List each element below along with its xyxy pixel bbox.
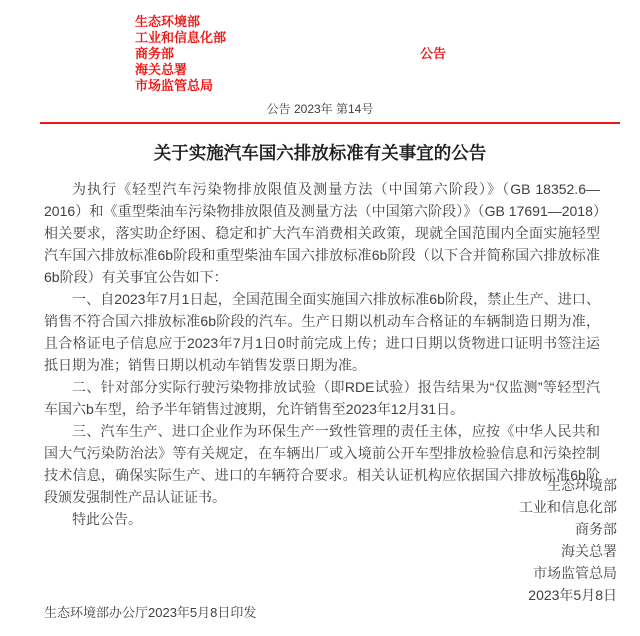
- notice-type-label: 公告: [420, 46, 447, 61]
- ministry-name: 生态环境部: [135, 14, 201, 29]
- signer-name: 市场监管总局: [533, 565, 617, 581]
- page-title: 关于实施汽车国六排放标准有关事宜的公告: [153, 143, 487, 163]
- body-paragraph: 二、针对部分实际行驶污染物排放试验（即RDE试验）报告结果为“仅监测”等轻型汽车国六b车型，给予半年销售过渡期，允许销售至2023年12月31日。: [44, 379, 600, 417]
- announcement-body: [44, 178, 600, 530]
- doc-number: 公告 2023年 第14号: [266, 102, 374, 116]
- signature-block: [519, 474, 617, 606]
- header-divider: [40, 122, 620, 124]
- body-paragraph: 特此公告。: [72, 511, 142, 527]
- ministry-name: 市场监管总局: [135, 78, 214, 93]
- signer-name: 生态环境部: [547, 477, 617, 493]
- body-paragraph: 为执行《轻型汽车污染物排放限值及测量方法（中国第六阶段）》（GB 18352.6—2016）和《重型柴油车污染物排放限值及测量方法（中国第六阶段）》（GB 17691—2018）相关要求，落实助企纾困、稳定和扩大汽车消费相关政策，现就全国范围内全面实施轻型汽车国六排放标准6b阶段和重型柴油车国六排放标准6b阶段（以下合并简称国六排放标准6b阶段）有关事宜公告如下：: [44, 181, 600, 285]
- ministry-name: 海关总署: [135, 62, 188, 77]
- footer-imprint: 生态环境部办公厅2023年5月8日印发: [44, 605, 257, 620]
- signer-name: 海关总署: [561, 543, 617, 559]
- ministry-name: 工业和信息化部: [135, 30, 227, 45]
- ministry-name: 商务部: [135, 46, 175, 61]
- signer-name: 商务部: [575, 521, 617, 537]
- signer-name: 工业和信息化部: [519, 499, 617, 515]
- signature-date: 2023年5月8日: [528, 587, 617, 603]
- body-paragraph: 三、汽车生产、进口企业作为环保生产一致性管理的责任主体，应按《中华人民共和国大气污染防治法》等有关规定，在车辆出厂或入境前公开车型排放检验信息和污染控制技术信息，确保实际生产、进口的车辆符合要求。相关认证机构应依据国六排放标准6b阶段颁发强制性产品认证证书。: [44, 423, 600, 505]
- issuing-ministries: [135, 14, 226, 94]
- body-paragraph: 一、自2023年7月1日起，全国范围全面实施国六排放标准6b阶段，禁止生产、进口、销售不符合国六排放标准6b阶段的汽车。生产日期以机动车合格证的车辆制造日期为准，且合格证电子信息应于2023年7月1日0时前完成上传；进口日期以货物进口证明书签注运抵日期为准；销售日期以机动车销售发票日期为准。: [44, 291, 600, 373]
